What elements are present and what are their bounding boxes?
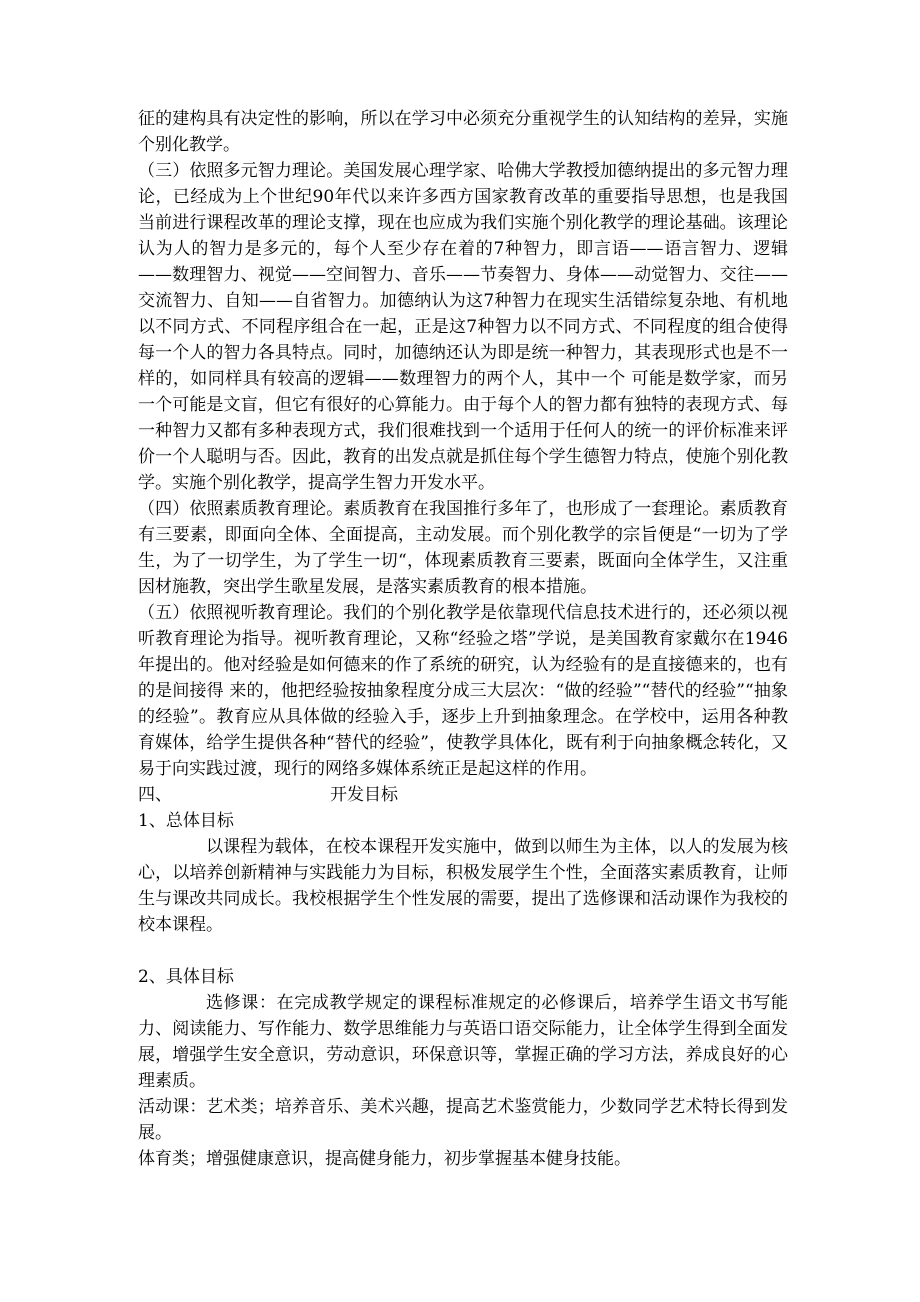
paragraph-elective-course: 选修课：在完成教学规定的课程标准规定的必修课后，培养学生语文书写能力、阅读能力、写作能力、数学思维能力与英语口语交际能力，让全体学生得到全面发展，增强学生安全意识，劳动意识，环保意识等，掌握正确的学习方法，养成良好的心理素质。 — [138, 993, 788, 1091]
section-title: 开发目标 — [330, 785, 398, 805]
section-number: 四、 — [138, 785, 172, 805]
paragraph-cognitive-structure: 征的建构具有决定性的影响，所以在学习中必须充分重视学生的认知结构的差异，实施个别化教学。 — [138, 109, 788, 155]
paragraph-audiovisual-education: （五）依照视听教育理论。我们的个别化教学是依靠现代信息技术进行的，还必须以视听教育理论为指导。视听教育理论，又称“经验之塔”学说，是美国教育家戴尔在1946年提出的。他对经验是如何德来的作了系统的研究，认为经验有的是直接德来的，也有的是间接得 来的，他把经验按抽象程度分成三大层次：“做的经验”“替代的经验”“抽象的经验”。教育应从具体做的经验入手，逐步上升到抽象理念。在学校中，运用各种教育媒体，给学生提供各种“替代的经验”，使教学具体化，既有利于向抽象概念转化，又易于向实践过渡，现行的网络多媒体系统正是起这样的作用。 — [138, 603, 788, 779]
subheading-overall-goal: 1、总体目标 — [138, 811, 234, 831]
paragraph-overall-goal: 以课程为载体，在校本课程开发实施中，做到以师生为主体，以人的发展为核心，以培养创新精神与实践能力为目标，积极发展学生个性，全面落实素质教育，让师生与课改共同成长。我校根据学生个性发展的需要，提出了选修课和活动课作为我校的校本课程。 — [138, 837, 788, 935]
paragraph-quality-education: （四）依照素质教育理论。素质教育在我国推行多年了，也形成了一套理论。素质教育有三要素，即面向全体、全面提高，主动发展。而个别化教学的宗旨便是“一切为了学生，为了一切学生，为了学生一切“，体现素质教育三要素，既面向全体学生，又注重因材施教，突出学生歌星发展，是落实素质教育的根本措施。 — [138, 499, 788, 597]
document-body — [138, 106, 788, 1172]
paragraph-sports-course: 体育类；增强健康意识，提高健身能力，初步掌握基本健身技能。 — [138, 1149, 631, 1169]
blank-line — [138, 938, 788, 964]
subheading-specific-goals: 2、具体目标 — [138, 967, 234, 987]
paragraph-multiple-intelligence: （三）依照多元智力理论。美国发展心理学家、哈佛大学教授加德纳提出的多元智力理论，已经成为上个世纪90年代以来许多西方国家教育改革的重要指导思想，也是我国当前进行课程改革的理论支撑，现在也应成为我们实施个别化教学的理论基础。该理论认为人的智力是多元的，每个人至少存在着的7种智力，即言语——语言智力、逻辑——数理智力、视觉——空间智力、音乐——节奏智力、身体——动觉智力、交往——交流智力、自知——自省智力。加德纳认为这7种智力在现实生活错综复杂地、有机地以不同方式、不同程序组合在一起，正是这7种智力以不同方式、不同程度的组合使得每一个人的智力各具特点。同时，加德纳还认为即是统一种智力，其表现形式也是不一样的，如同样具有较高的逻辑——数理智力的两个人，其中一个 可能是数学家，而另一个可能是文盲，但它有很好的心算能力。由于每个人的智力都有独特的表现方式、每一种智力又都有多种表现方式，我们很难找到一个适用于任何人的统一的评价标准来评价一个人聪明与否。因此，教育的出发点就是抓住每个学生德智力特点，使施个别化教学。实施个别化教学，提高学生智力开发水平。 — [138, 161, 788, 493]
section-heading-development-goals — [138, 782, 788, 808]
paragraph-activity-course: 活动课：艺术类；培养音乐、美术兴趣，提高艺术鉴赏能力，少数同学艺术特长得到发展。 — [138, 1097, 788, 1143]
